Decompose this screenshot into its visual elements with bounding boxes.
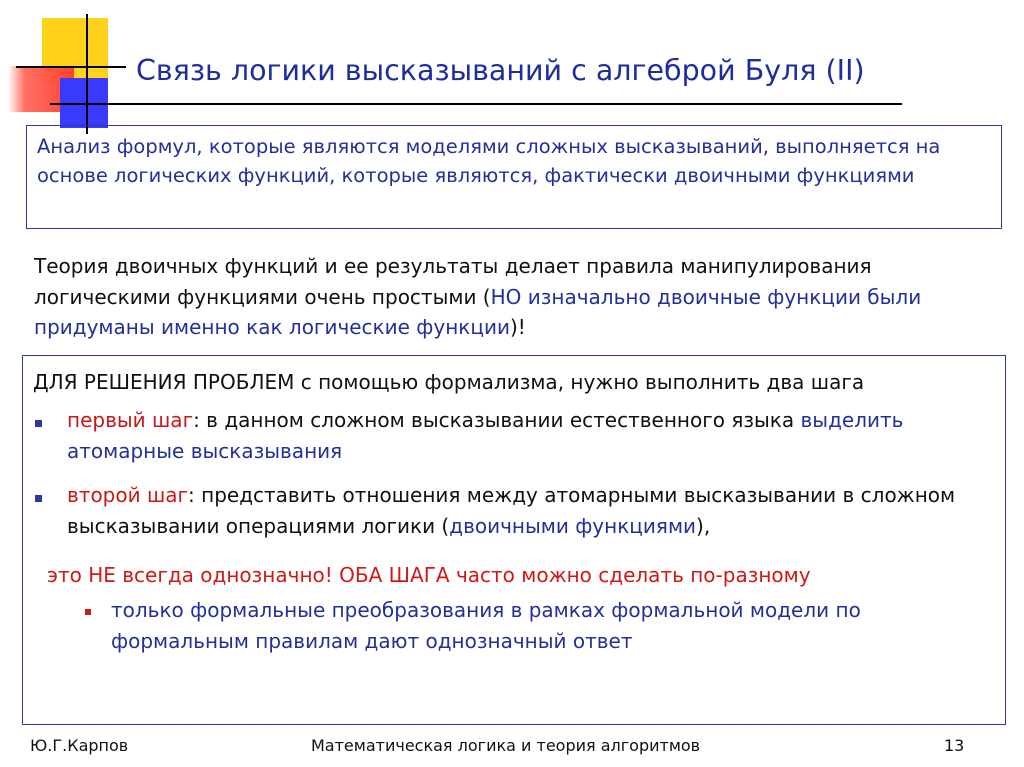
- title-underline: [50, 103, 902, 105]
- step-1-label: первый шаг: [67, 408, 194, 432]
- step-2-text-blue: двоичными функциями: [449, 514, 697, 538]
- bullet-square-icon: [35, 495, 42, 502]
- theory-text-c: )!: [510, 315, 526, 339]
- step-item-2: [67, 480, 967, 542]
- step-1-text: : в данном сложном высказывании естественного языка: [193, 408, 801, 432]
- definition-text: Анализ формул, которые являются моделями сложных высказываний, выполняется на основе логических функций, которые являются, фактически двоичными функциями: [37, 135, 941, 187]
- step-2-label: второй шаг: [67, 483, 189, 507]
- steps-heading: ДЛЯ РЕШЕНИЯ ПРОБЛЕМ с помощью формализма, нужно выполнить два шага: [33, 370, 865, 394]
- steps-box: [22, 355, 1006, 725]
- definition-box: [26, 125, 1002, 229]
- logo-vertical-line: [86, 14, 88, 134]
- theory-paragraph: [34, 251, 994, 343]
- slide-title: Связь логики высказываний с алгеброй Буля (II): [136, 54, 865, 87]
- step-2-text: : представить отношения между атомарными высказывании в сложном высказывании операциями логики (: [67, 483, 956, 538]
- step-1-text-blue: выделить атомарные высказывания: [67, 408, 904, 463]
- footer-author: Ю.Г.Карпов: [30, 736, 129, 755]
- step-2-text-end: ),: [696, 514, 711, 538]
- theory-text-a: Теория двоичных функций и ее результаты делает правила манипулирования логическими функциями очень простыми (: [34, 254, 872, 309]
- bullet-square-icon: [35, 420, 42, 427]
- theory-text-b: НО изначально двоичные функции были придуманы именно как логические функции: [34, 284, 922, 339]
- warning-text: это НЕ всегда однозначно! ОБА ШАГА часто можно сделать по-разному: [47, 563, 811, 587]
- bullet-red-square-icon: [85, 609, 91, 615]
- footer-page-number: 13: [944, 736, 965, 755]
- footer-course: Математическая логика и теория алгоритмов: [311, 736, 701, 755]
- sub-item: только формальные преобразования в рамках формальной модели по формальным правилам дают однозначный ответ: [111, 598, 861, 653]
- logo-horizontal-line: [16, 66, 126, 68]
- step-item-1: [67, 405, 967, 467]
